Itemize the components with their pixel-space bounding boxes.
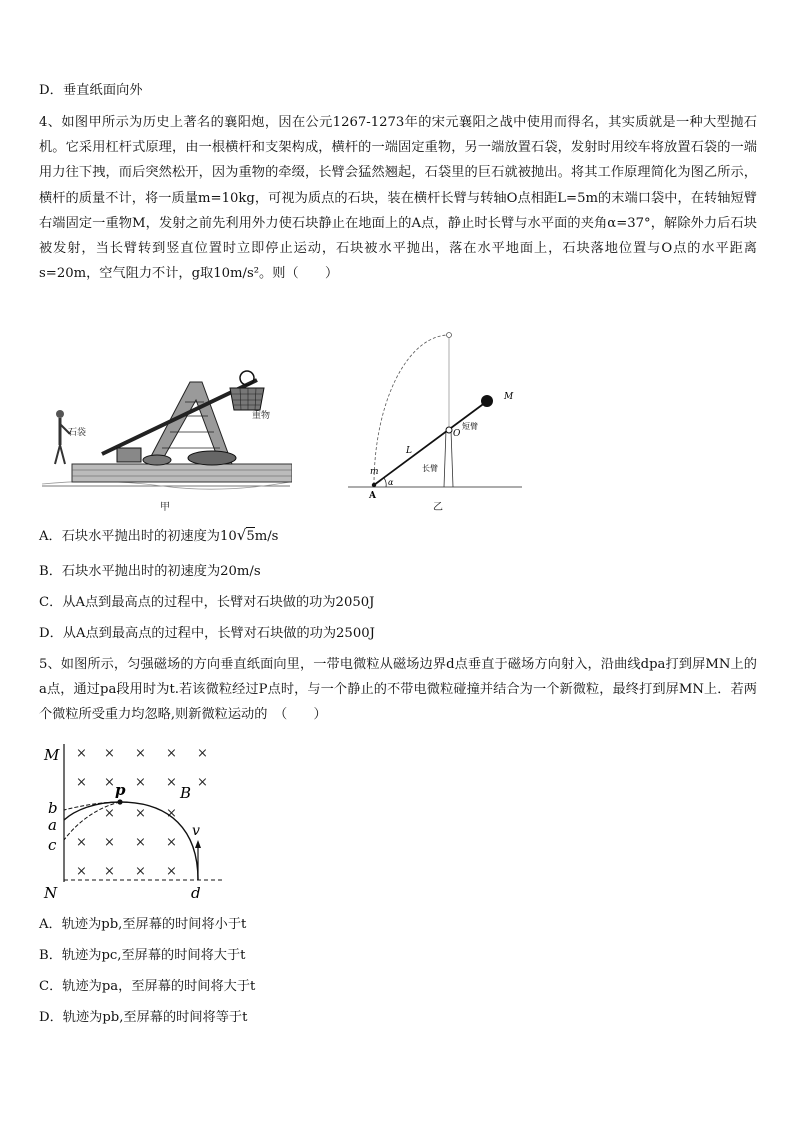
prev-option-d: D．垂直纸面向外 <box>39 83 143 98</box>
q4-option-a <box>39 528 278 543</box>
lever-schematic <box>340 325 540 515</box>
option-letter: D． <box>39 1010 63 1025</box>
svg-text:×: × <box>76 775 87 790</box>
label-A: A <box>369 491 376 501</box>
label-weight: 重物 <box>252 411 271 421</box>
q5-option-c <box>39 980 255 993</box>
svg-text:×: × <box>104 775 115 790</box>
option-letter: C． <box>39 595 63 610</box>
q4-option-d <box>39 627 375 640</box>
field-crosses <box>76 746 208 879</box>
q4-stem: 4、如图甲所示为历史上著名的襄阳炮，因在公元1267-1273年的宋元襄阳之战中使用而得名，其实质就是一种大型抛石机。它采用杠杆式原理，由一根横杆和支架构成，横杆的一端固定重物，另一端放置石袋，发射时用绞车将放置石袋的一端用力往下拽，而后突然松开，因为重物的牵缀，长臂会猛然翘起，石袋里的巨石就被抛出。将其工作原理简化为图乙所示，横杆的质量不计，将一质量m=10kg，可视为质点的石块，装在横杆长臂与转轴O点相距L=5m的末端口袋中，在转轴短臂右端固定一重物M，发射之前先利用外力使石块静止在地面上的A点，静止时长臂与水平面的夹角α=37°，解除外力后石块被发射，当长臂转到竖直位置时立即停止运动，石块被水平抛出，落在水平地面上，石块落地位置与O点的水平距离s=20m，空气阻力不计，g取10m/s²。则（ ） <box>39 115 757 282</box>
caption-yi: 乙 <box>433 502 443 513</box>
q5-option-d <box>39 1011 247 1024</box>
q4-option-c <box>39 596 374 609</box>
label-B: B <box>180 784 192 802</box>
q5-option-a <box>39 918 246 931</box>
label-M: M <box>504 392 514 402</box>
label-v: v <box>192 823 200 839</box>
label-p: p <box>115 781 126 799</box>
label-O: O <box>453 429 461 439</box>
label-M: M <box>44 746 60 764</box>
svg-text:×: × <box>76 864 87 879</box>
sqrt-symbol: √ <box>236 526 247 544</box>
q5-stem: 5、如图所示，匀强磁场的方向垂直纸面向里，一带电微粒从磁场边界d点垂直于磁场方向射入，沿曲线dpa打到屏MN上的a点，通过pa段用时为t.若该微粒经过P点时，与一个静止的不带电微粒碰撞并结合为一个新微粒，最终打到屏MN上．若两个微粒所受重力均忽略,则新微粒运动的 （ ） <box>39 657 757 723</box>
sqrt-radicand: 5 <box>246 529 255 544</box>
svg-text:×: × <box>166 746 177 761</box>
svg-text:×: × <box>166 775 177 790</box>
option-text: 轨迹为pa，至屏幕的时间将大于t <box>62 979 256 994</box>
magnetic-field-figure <box>40 740 230 910</box>
option-letter: B． <box>39 564 62 579</box>
label-a: a <box>48 816 57 834</box>
label-L: L <box>406 446 412 456</box>
svg-text:×: × <box>197 775 208 790</box>
q4-option-b <box>39 565 261 578</box>
option-unit: m/s <box>254 529 279 544</box>
option-letter: A． <box>39 529 62 544</box>
label-bag: 石袋 <box>68 428 87 438</box>
svg-text:×: × <box>135 806 146 821</box>
option-text: 轨迹为pb,至屏幕的时间将等于t <box>62 1010 248 1025</box>
option-text: 石块水平抛出时的初速度为10 <box>61 529 237 544</box>
svg-text:×: × <box>76 746 87 761</box>
svg-text:×: × <box>104 864 115 879</box>
option-letter: D． <box>39 626 63 641</box>
svg-text:×: × <box>104 835 115 850</box>
caption-jia: 甲 <box>160 502 170 513</box>
svg-text:×: × <box>135 835 146 850</box>
option-text: 从A点到最高点的过程中，长臂对石块做的功为2500J <box>62 626 375 641</box>
svg-text:×: × <box>135 864 146 879</box>
option-text: 石块水平抛出时的初速度为20m/s <box>61 564 261 579</box>
label-m: m <box>370 467 379 477</box>
label-b: b <box>48 799 58 817</box>
svg-text:×: × <box>166 806 177 821</box>
option-text: 轨迹为pb,至屏幕的时间将小于t <box>61 917 247 932</box>
option-letter: A． <box>39 917 62 932</box>
svg-text:×: × <box>135 746 146 761</box>
svg-text:×: × <box>76 835 87 850</box>
q5-option-b <box>39 949 245 962</box>
option-text: 轨迹为pc,至屏幕的时间将大于t <box>61 948 246 963</box>
label-long-arm: 长臂 <box>422 464 438 473</box>
svg-text:×: × <box>166 864 177 879</box>
svg-text:×: × <box>135 775 146 790</box>
label-d: d <box>191 884 201 902</box>
option-letter: B． <box>39 948 62 963</box>
svg-text:×: × <box>197 746 208 761</box>
svg-text:×: × <box>104 806 115 821</box>
label-short-arm: 短臂 <box>462 422 478 431</box>
label-c: c <box>48 836 57 854</box>
svg-text:×: × <box>104 746 115 761</box>
trebuchet-engraving <box>42 360 292 510</box>
svg-text:×: × <box>166 835 177 850</box>
label-alpha: α <box>388 478 394 487</box>
label-N: N <box>44 884 58 902</box>
option-text: 从A点到最高点的过程中，长臂对石块做的功为2050J <box>62 595 375 610</box>
option-letter: C． <box>39 979 63 994</box>
